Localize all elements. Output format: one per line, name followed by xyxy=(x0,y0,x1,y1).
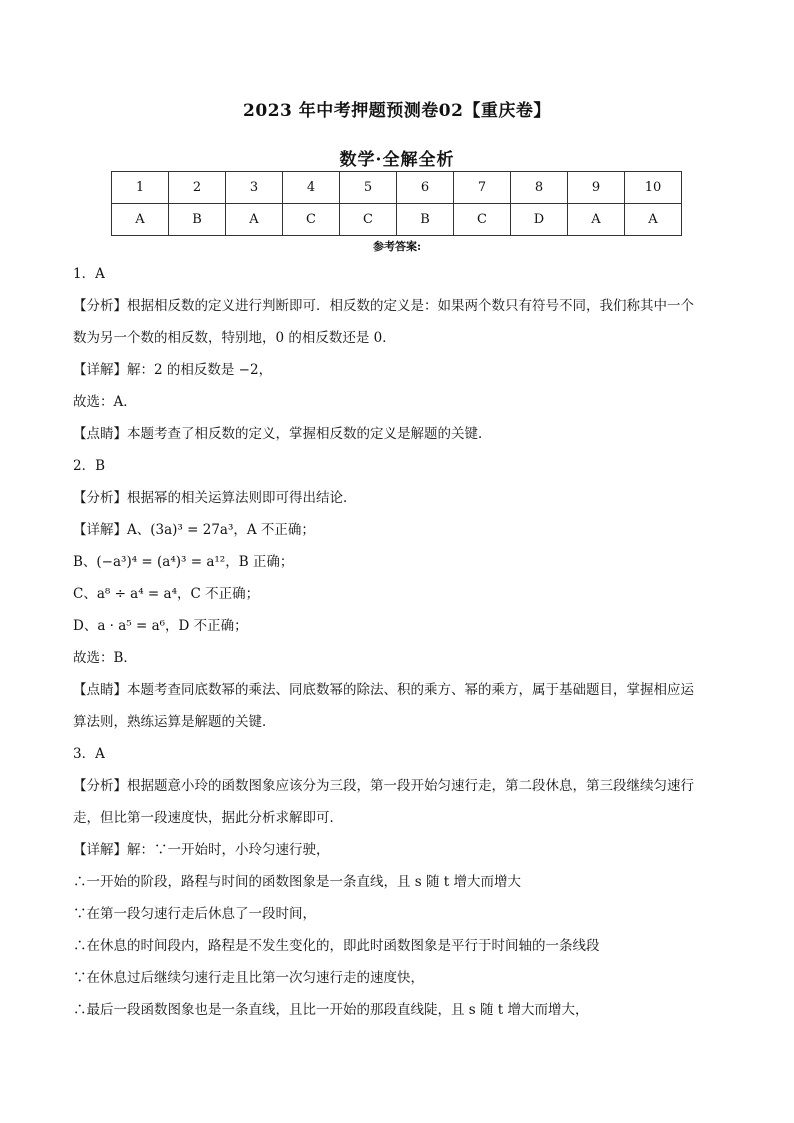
text-line: C、a⁸ ÷ a⁴ = a⁴，C 不正确； xyxy=(73,586,260,602)
answer-cell: B xyxy=(397,204,454,236)
text-line: 3．A xyxy=(73,746,105,762)
answer-table-number-row xyxy=(112,172,682,204)
text-line: 【详解】解：2 的相反数是 −2， xyxy=(73,362,273,378)
text-line: 【点睛】本题考查同底数幂的乘法、同底数幂的除法、积的乘方、幂的乘方，属于基础题目，掌握相应运 xyxy=(73,682,694,698)
text-line: 【详解】解：∵一开始时，小玲匀速行驶， xyxy=(73,842,330,858)
question-number-cell: 10 xyxy=(625,172,682,204)
answer-cell: B xyxy=(169,204,226,236)
text-line: 【点睛】本题考查了相反数的定义，掌握相反数的定义是解题的关键． xyxy=(73,426,492,442)
text-line: 【详解】A、(3a)³ = 27a³，A 不正确； xyxy=(73,522,315,538)
question-number-cell: 2 xyxy=(169,172,226,204)
question-number-cell: 6 xyxy=(397,172,454,204)
text-line: 2．B xyxy=(73,458,106,474)
question-number-cell: 9 xyxy=(568,172,625,204)
answer-table-answer-row xyxy=(112,204,682,236)
answer-cell: A xyxy=(226,204,283,236)
answer-table xyxy=(111,171,682,236)
answer-cell: C xyxy=(283,204,340,236)
text-line: 【分析】根据幂的相关运算法则即可得出结论． xyxy=(73,490,357,506)
text-line: 算法则，熟练运算是解题的关键． xyxy=(73,714,276,730)
answer-cell: C xyxy=(340,204,397,236)
page-subtitle: 数学·全解全析 xyxy=(339,150,455,170)
question-number-cell: 3 xyxy=(226,172,283,204)
answer-cell: A xyxy=(568,204,625,236)
answer-cell: A xyxy=(625,204,682,236)
answer-cell: D xyxy=(511,204,568,236)
answer-cell: A xyxy=(112,204,169,236)
text-line: B、(−a³)⁴ = (a⁴)³ = a¹²，B 正确； xyxy=(73,554,294,570)
text-line: ∵在休息过后继续匀速行走且比第一次匀速行走的速度快， xyxy=(73,970,424,986)
text-line: 故选：B． xyxy=(73,650,137,666)
text-line: 走，但比第一段速度快，据此分析求解即可． xyxy=(73,810,343,826)
question-number-cell: 5 xyxy=(340,172,397,204)
answer-cell: C xyxy=(454,204,511,236)
text-line: ∵在第一段匀速行走后休息了一段时间， xyxy=(73,906,316,922)
text-line: 1．A xyxy=(73,266,105,282)
solution-body xyxy=(73,258,723,1026)
text-line: 数为另一个数的相反数，特别地，0 的相反数还是 0． xyxy=(73,330,396,346)
reference-answer-label: 参考答案: xyxy=(372,240,422,253)
text-line: D、a · a⁵ = a⁶，D 不正确； xyxy=(73,618,248,634)
text-line: 【分析】根据相反数的定义进行判断即可．相反数的定义是：如果两个数只有符号不同，我们称其中一个 xyxy=(73,298,694,314)
text-line: ∴最后一段函数图象也是一条直线，且比一开始的那段直线陡，且 s 随 t 增大而增大， xyxy=(73,1002,589,1018)
question-number-cell: 7 xyxy=(454,172,511,204)
text-line: 【分析】根据题意小玲的函数图象应该分为三段，第一段开始匀速行走，第二段休息，第三段继续匀速行 xyxy=(73,778,694,794)
question-number-cell: 4 xyxy=(283,172,340,204)
question-number-cell: 8 xyxy=(511,172,568,204)
question-number-cell: 1 xyxy=(112,172,169,204)
text-line: ∴在休息的时间段内，路程是不发生变化的，即此时函数图象是平行于时间轴的一条线段 xyxy=(73,938,600,954)
text-line: 故选：A． xyxy=(73,394,137,410)
page-title: 2023 年中考押题预测卷02【重庆卷】 xyxy=(243,101,551,121)
text-line: ∴一开始的阶段，路程与时间的函数图象是一条直线，且 s 随 t 增大而增大 xyxy=(73,874,522,890)
